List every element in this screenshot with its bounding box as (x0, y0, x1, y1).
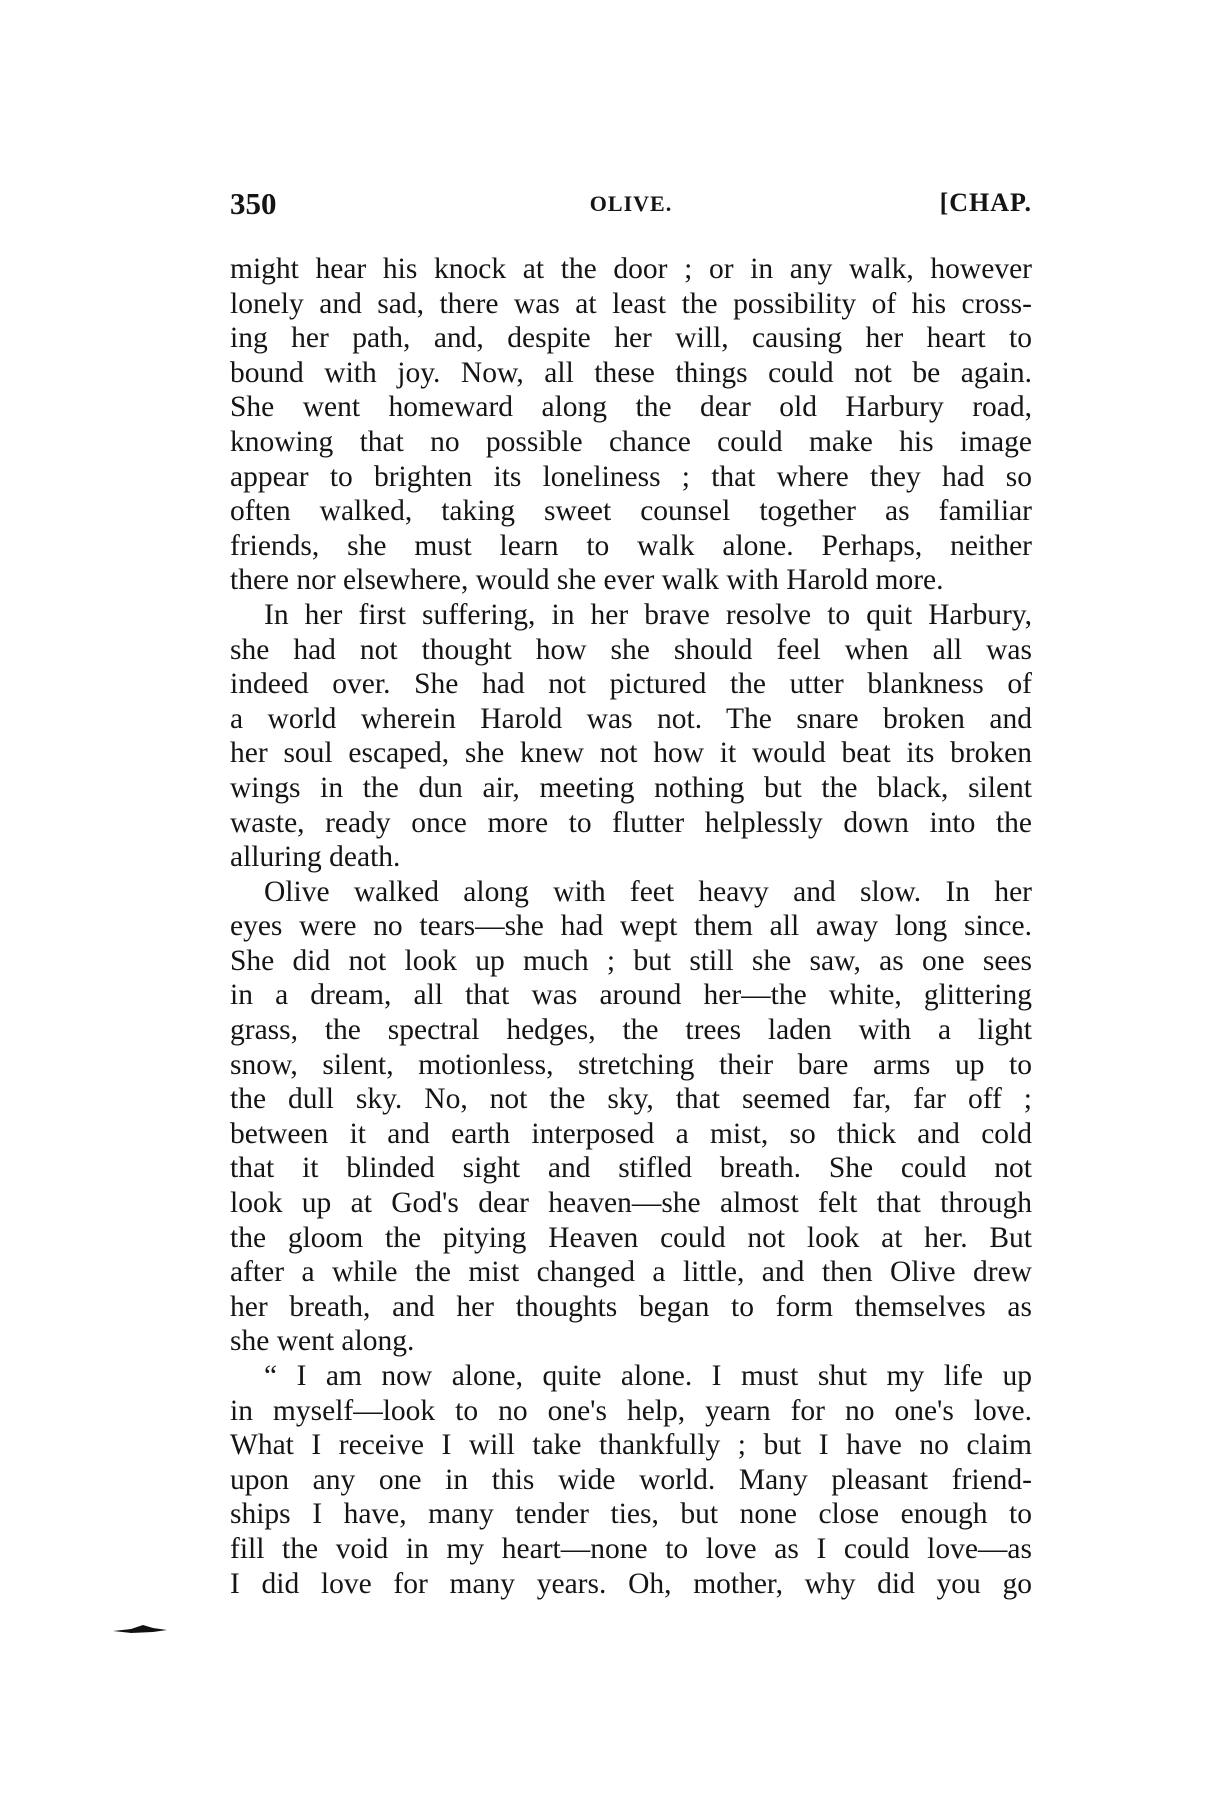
text-line: after a while the mist changed a little, and then Olive drew (230, 1256, 1032, 1289)
text-line: In her first suffering, in her brave resolve to quit Harbury, (264, 598, 1032, 631)
text-line: often walked, taking sweet counsel together as familiar (230, 495, 1032, 528)
page-header (230, 186, 1032, 226)
running-title: OLIVE. (589, 191, 673, 216)
text-line: “ I am now alone, quite alone. I must shut my life up (264, 1360, 1032, 1392)
text-line: look up at God's dear heaven—she almost felt that through (230, 1187, 1032, 1220)
body-text (230, 252, 1032, 1601)
text-line: appear to brighten its loneliness ; that where they had so (230, 460, 1032, 493)
paragraph (230, 875, 1032, 1359)
text-line: grass, the spectral hedges, the trees laden with a light (230, 1014, 1032, 1047)
text-line: in myself—look to no one's help, yearn for no one's love. (230, 1394, 1032, 1427)
text-line: knowing that no possible chance could make his image (230, 425, 1032, 458)
text-line: She went homeward along the dear old Harbury road, (230, 391, 1032, 424)
text-line: might hear his knock at the door ; or in any walk, however (230, 253, 1032, 285)
text-line: the gloom the pitying Heaven could not look at her. But (230, 1221, 1032, 1254)
text-line: a world wherein Harold was not. The snare broken and (230, 702, 1032, 735)
text-line: What I receive I will take thankfully ; but I have no claim (230, 1429, 1032, 1462)
text-line: she went along. (230, 1325, 415, 1358)
text-line: in a dream, all that was around her—the white, glittering (230, 979, 1032, 1012)
text-line: ships I have, many tender ties, but none close enough to (230, 1498, 1032, 1531)
text-line: her breath, and her thoughts began to form themselves as (230, 1290, 1032, 1323)
chapter-label: [CHAP. (939, 188, 1032, 217)
text-line: friends, she must learn to walk alone. Perhaps, neither (230, 529, 1032, 562)
text-line: ing her path, and, despite her will, causing her heart to (230, 322, 1032, 355)
text-line: bound with joy. Now, all these things could not be again. (230, 356, 1032, 389)
page-number: 350 (230, 186, 277, 221)
text-line: lonely and sad, there was at least the possibility of his cross- (230, 287, 1032, 320)
paragraph (230, 252, 1032, 598)
text-line: upon any one in this wide world. Many pleasant friend- (230, 1463, 1032, 1496)
text-line: waste, ready once more to flutter helplessly down into the (230, 806, 1032, 839)
text-line: fill the void in my heart—none to love as I could love—as (230, 1532, 1032, 1565)
pointer-mark-icon (113, 1624, 167, 1634)
text-line: there nor elsewhere, would she ever walk with Harold more. (230, 564, 944, 597)
text-line: the dull sky. No, not the sky, that seemed far, far off ; (230, 1083, 1032, 1116)
text-line: alluring death. (230, 841, 401, 874)
text-line: She did not look up much ; but still she saw, as one sees (230, 944, 1032, 977)
paragraph (230, 1359, 1032, 1601)
text-line: her soul escaped, she knew not how it would beat its broken (230, 737, 1032, 770)
text-line: snow, silent, motionless, stretching their bare arms up to (230, 1048, 1032, 1081)
text-line: wings in the dun air, meeting nothing but the black, silent (230, 771, 1032, 804)
text-line: that it blinded sight and stifled breath. She could not (230, 1152, 1032, 1185)
text-line: she had not thought how she should feel when all was (230, 633, 1032, 666)
text-line: I did love for many years. Oh, mother, why did you go (230, 1567, 1032, 1600)
text-line: indeed over. She had not pictured the utter blankness of (230, 668, 1032, 701)
text-line: eyes were no tears—she had wept them all away long since. (230, 910, 1032, 943)
paragraph (230, 598, 1032, 875)
text-line: between it and earth interposed a mist, so thick and cold (230, 1117, 1032, 1150)
text-line: Olive walked along with feet heavy and slow. In her (264, 875, 1032, 908)
